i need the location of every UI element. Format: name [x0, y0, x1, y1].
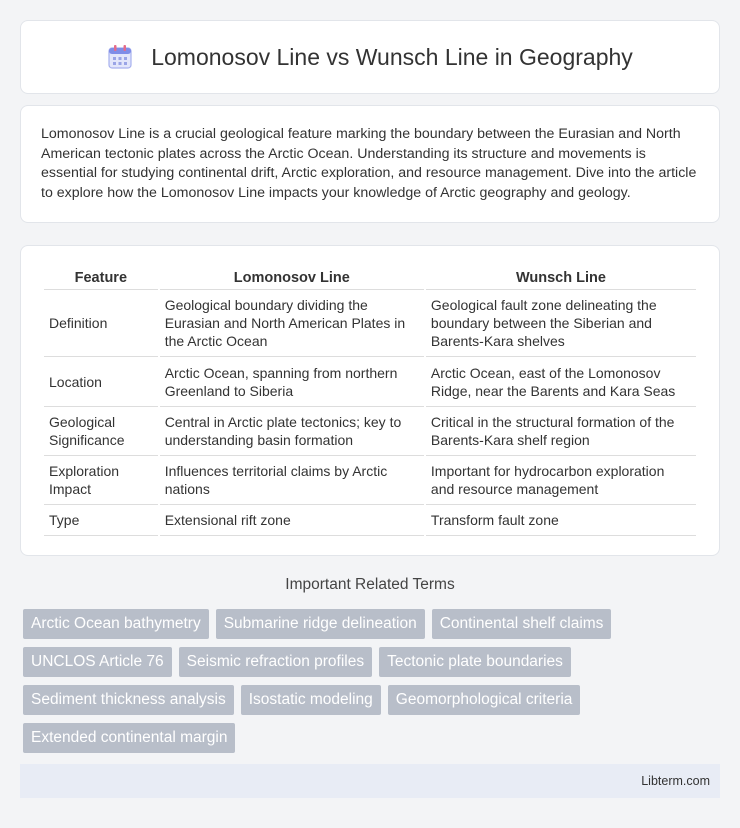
- related-term-tag[interactable]: Continental shelf claims: [432, 609, 612, 639]
- table-cell: Extensional rift zone: [160, 505, 424, 536]
- table-cell: Exploration Impact: [44, 456, 158, 505]
- comparison-table: [42, 266, 698, 536]
- table-cell: Transform fault zone: [426, 505, 696, 536]
- related-term-tag[interactable]: Isostatic modeling: [241, 685, 381, 715]
- table-cell: Arctic Ocean, spanning from northern Greenland to Siberia: [160, 357, 424, 407]
- table-cell: Type: [44, 505, 158, 536]
- page-title: Lomonosov Line vs Wunsch Line in Geography: [151, 43, 633, 70]
- footer: [20, 764, 720, 798]
- table-header-row: [44, 266, 696, 290]
- related-term-tag[interactable]: UNCLOS Article 76: [23, 647, 172, 677]
- related-term-tag[interactable]: Geomorphological criteria: [388, 685, 581, 715]
- related-term-tag[interactable]: Sediment thickness analysis: [23, 685, 234, 715]
- table-cell: Geological Significance: [44, 407, 158, 456]
- related-terms-title: Important Related Terms: [285, 576, 455, 593]
- footer-link[interactable]: Libterm.com: [641, 774, 710, 788]
- intro-card: [20, 105, 720, 223]
- table-cell: Definition: [44, 290, 158, 357]
- column-header: Feature: [44, 266, 158, 290]
- comparison-card: [20, 245, 720, 556]
- table-cell: Central in Arctic plate tectonics; key to understanding basin formation: [160, 407, 424, 456]
- table-row: [44, 456, 696, 505]
- table-row: [44, 290, 696, 357]
- column-header: Lomonosov Line: [160, 266, 424, 290]
- table-row: [44, 505, 696, 536]
- column-header: Wunsch Line: [426, 266, 696, 290]
- table-cell: Arctic Ocean, east of the Lomonosov Ridge, near the Barents and Kara Seas: [426, 357, 696, 407]
- title-card: [20, 20, 720, 94]
- table-cell: Geological fault zone delineating the boundary between the Siberian and Barents-Kara shelves: [426, 290, 696, 357]
- intro-text: Lomonosov Line is a crucial geological feature marking the boundary between the Eurasian and North American tectonic plates across the Arctic Ocean. Understanding its structure and movements is essential for studying continental drift, Arctic exploration, and resource management. Dive into the article to explore how the Lomonosov Line impacts your knowledge of Arctic geography and geology.: [41, 126, 697, 201]
- table-cell: Geological boundary dividing the Eurasian and North American Plates in the Arctic Ocean: [160, 290, 424, 357]
- related-terms-list: [23, 609, 723, 753]
- table-row: [44, 357, 696, 407]
- calendar-icon: [107, 44, 133, 70]
- table-cell: Important for hydrocarbon exploration and resource management: [426, 456, 696, 505]
- related-term-tag[interactable]: Tectonic plate boundaries: [379, 647, 571, 677]
- table-cell: Influences territorial claims by Arctic nations: [160, 456, 424, 505]
- table-cell: Location: [44, 357, 158, 407]
- related-term-tag[interactable]: Extended continental margin: [23, 723, 235, 753]
- related-term-tag[interactable]: Arctic Ocean bathymetry: [23, 609, 209, 639]
- related-term-tag[interactable]: Seismic refraction profiles: [179, 647, 372, 677]
- related-term-tag[interactable]: Submarine ridge delineation: [216, 609, 425, 639]
- table-row: [44, 407, 696, 456]
- table-cell: Critical in the structural formation of the Barents-Kara shelf region: [426, 407, 696, 456]
